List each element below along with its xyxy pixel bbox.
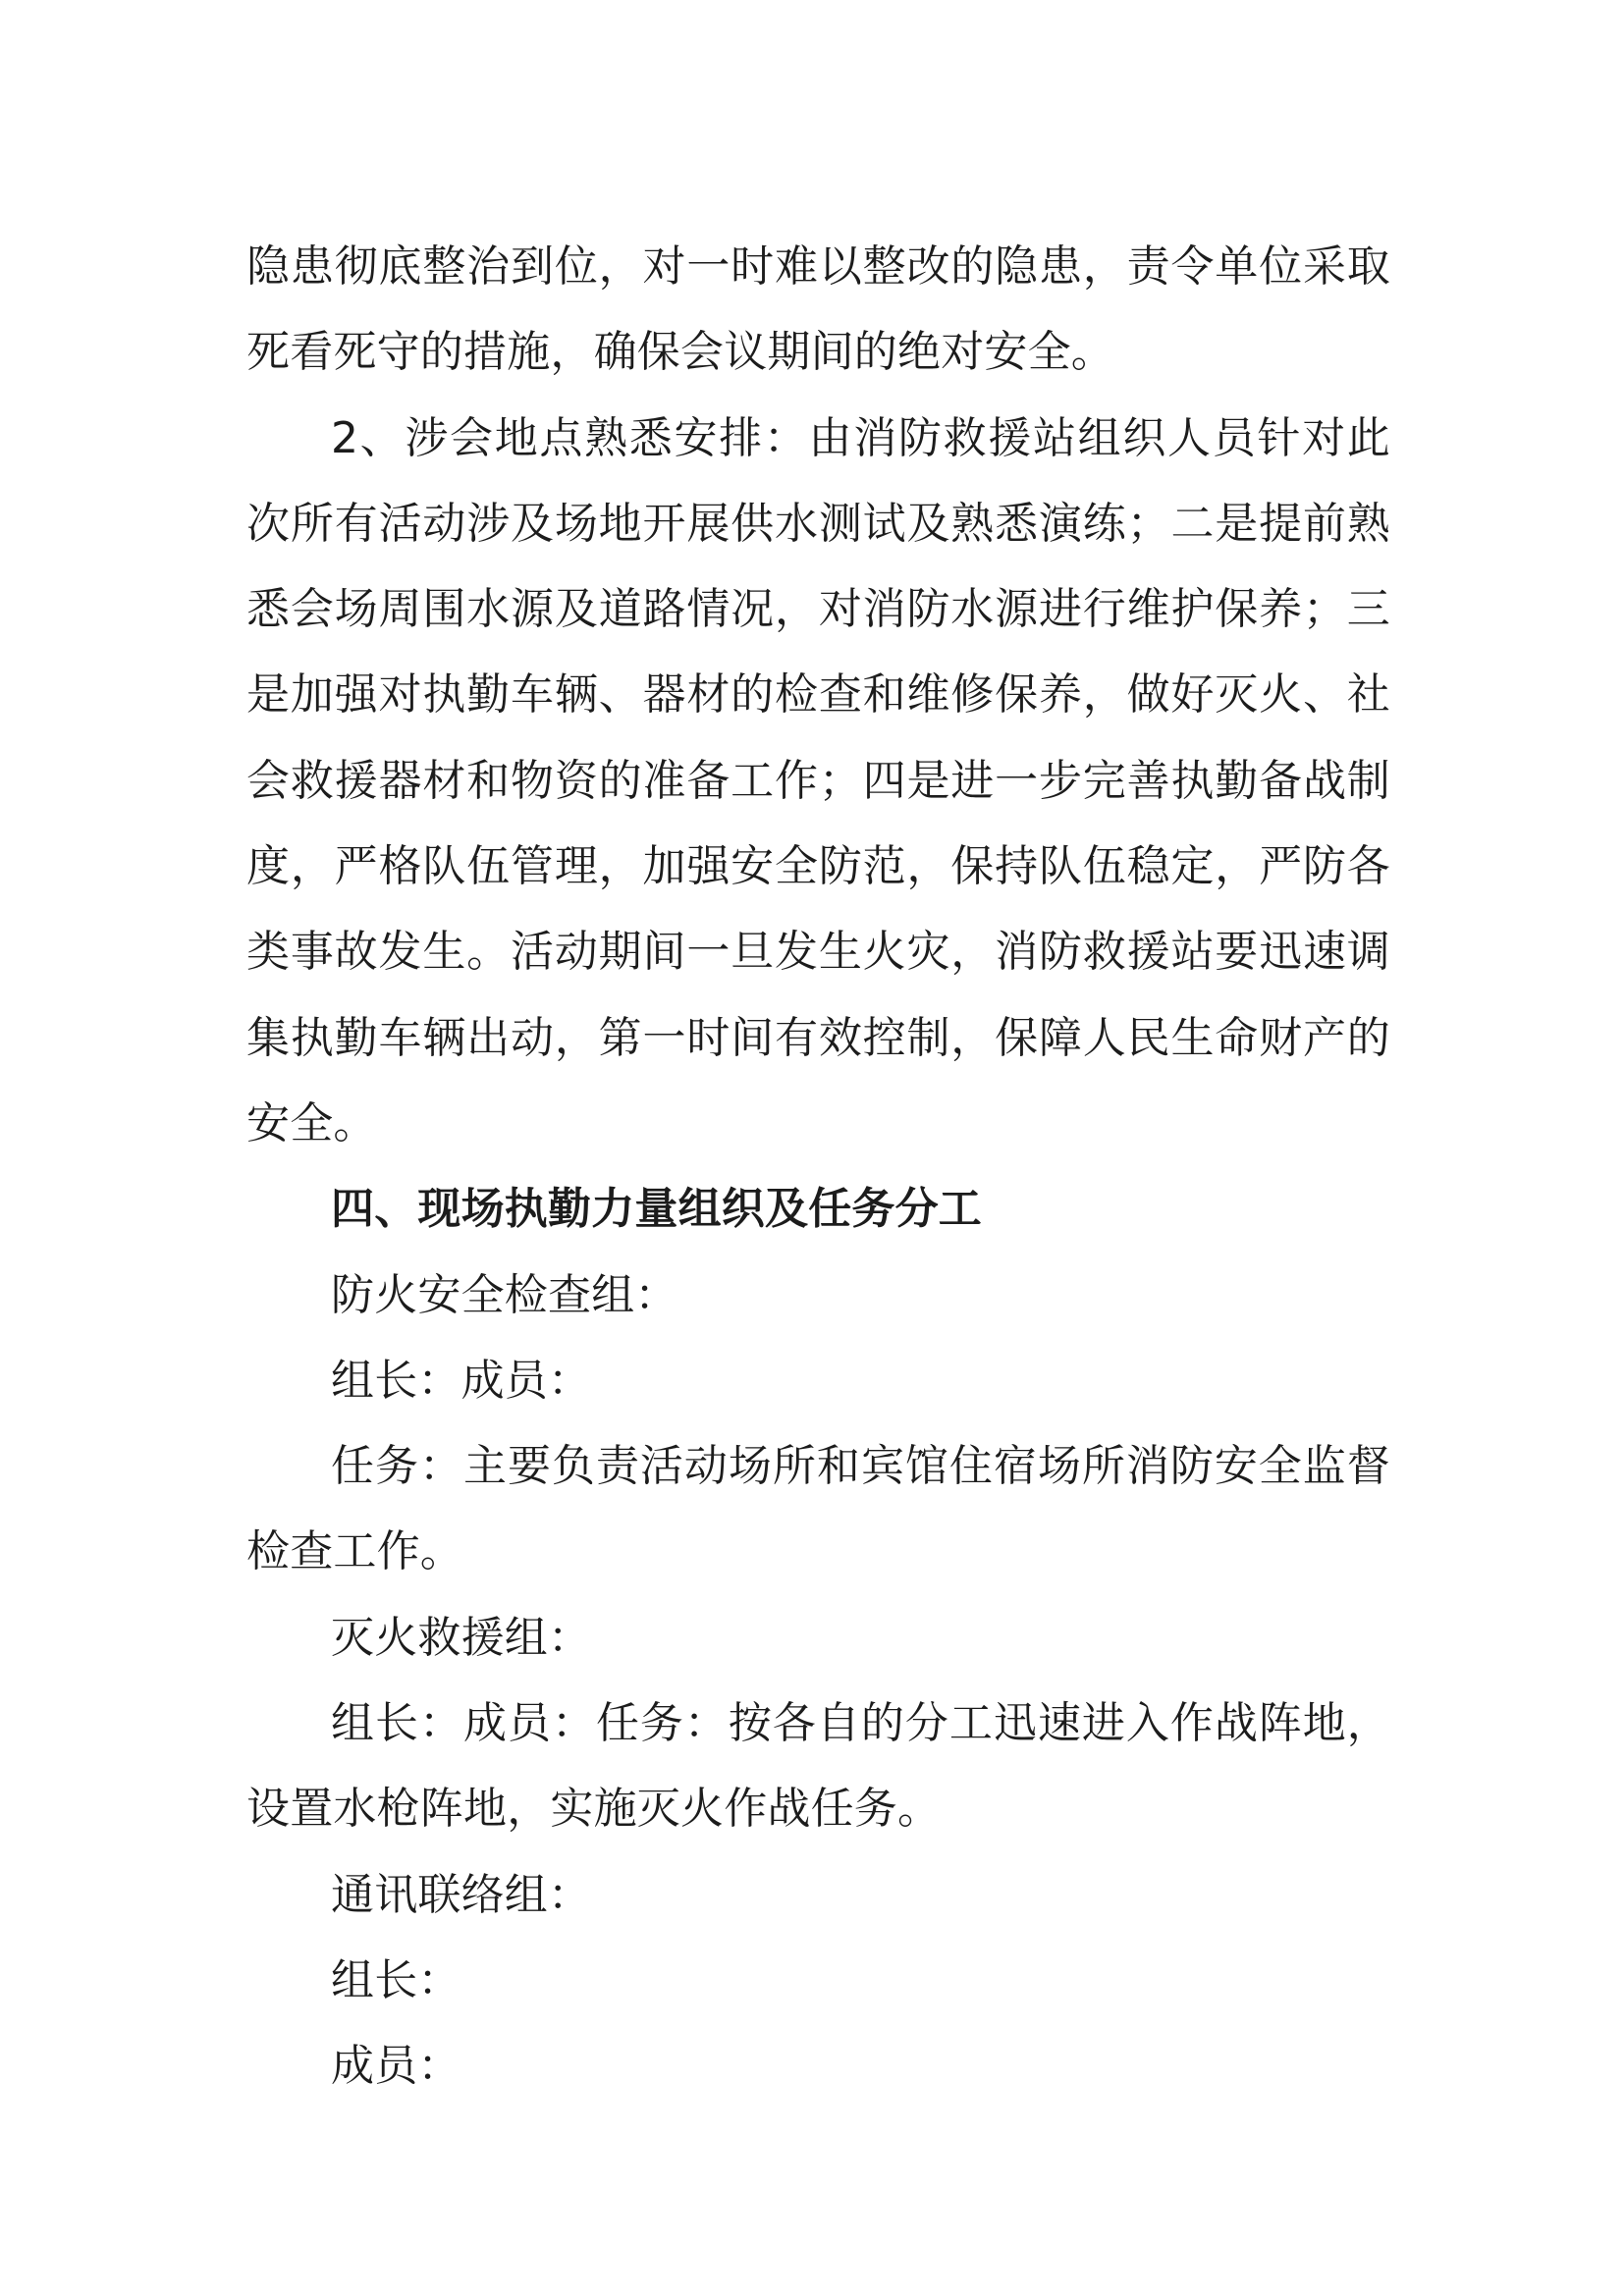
paragraph-inspection-task: 任务：主要负责活动场所和宾馆住宿场所消防安全监督检查工作。 [246,1441,1390,1577]
paragraph-firefighting-leader-task: 组长：成员：任务：按各自的分工迅速进入作战阵地，设置水枪阵地，实施灭火作战任务。 [246,1698,1390,1835]
document-body [246,224,1390,2109]
section-heading-duty-force-organization: 四、现场执勤力量组织及任务分工 [331,1184,982,1235]
paragraph-communication-group: 通讯联络组： [331,1869,592,1920]
paragraph-continued-hazard-rectification: 隐患彻底整治到位，对一时难以整改的隐患，责令单位采取死看死守的措施，确保会议期间的绝对安全。 [246,241,1390,378]
paragraph-inspection-leader-members: 组长：成员： [331,1355,592,1406]
paragraph-venue-familiarization: 2、涉会地点熟悉安排：由消防救援站组织人员针对此次所有活动涉及场地开展供水测试及熟悉演练；二是提前熟悉会场周围水源及道路情况，对消防水源进行维护保养；三是加强对执勤车辆、器材的检查和维修保养，做好灭火、社会救援器材和物资的准备工作；四是进一步完善执勤备战制度，严格队伍管理，加强安全防范，保持队伍稳定，严防各类事故发生。活动期间一旦发生火灾，消防救援站要迅速调集执勤车辆出动，第一时间有效控制，保障人民生命财产的安全。 [246,412,1390,1148]
paragraph-fire-inspection-group: 防火安全检查组： [331,1269,678,1320]
paragraph-firefighting-rescue-group: 灭火救援组： [331,1612,592,1663]
paragraph-communication-members: 成员： [331,2041,461,2092]
paragraph-communication-leader: 组长： [331,1954,461,2005]
